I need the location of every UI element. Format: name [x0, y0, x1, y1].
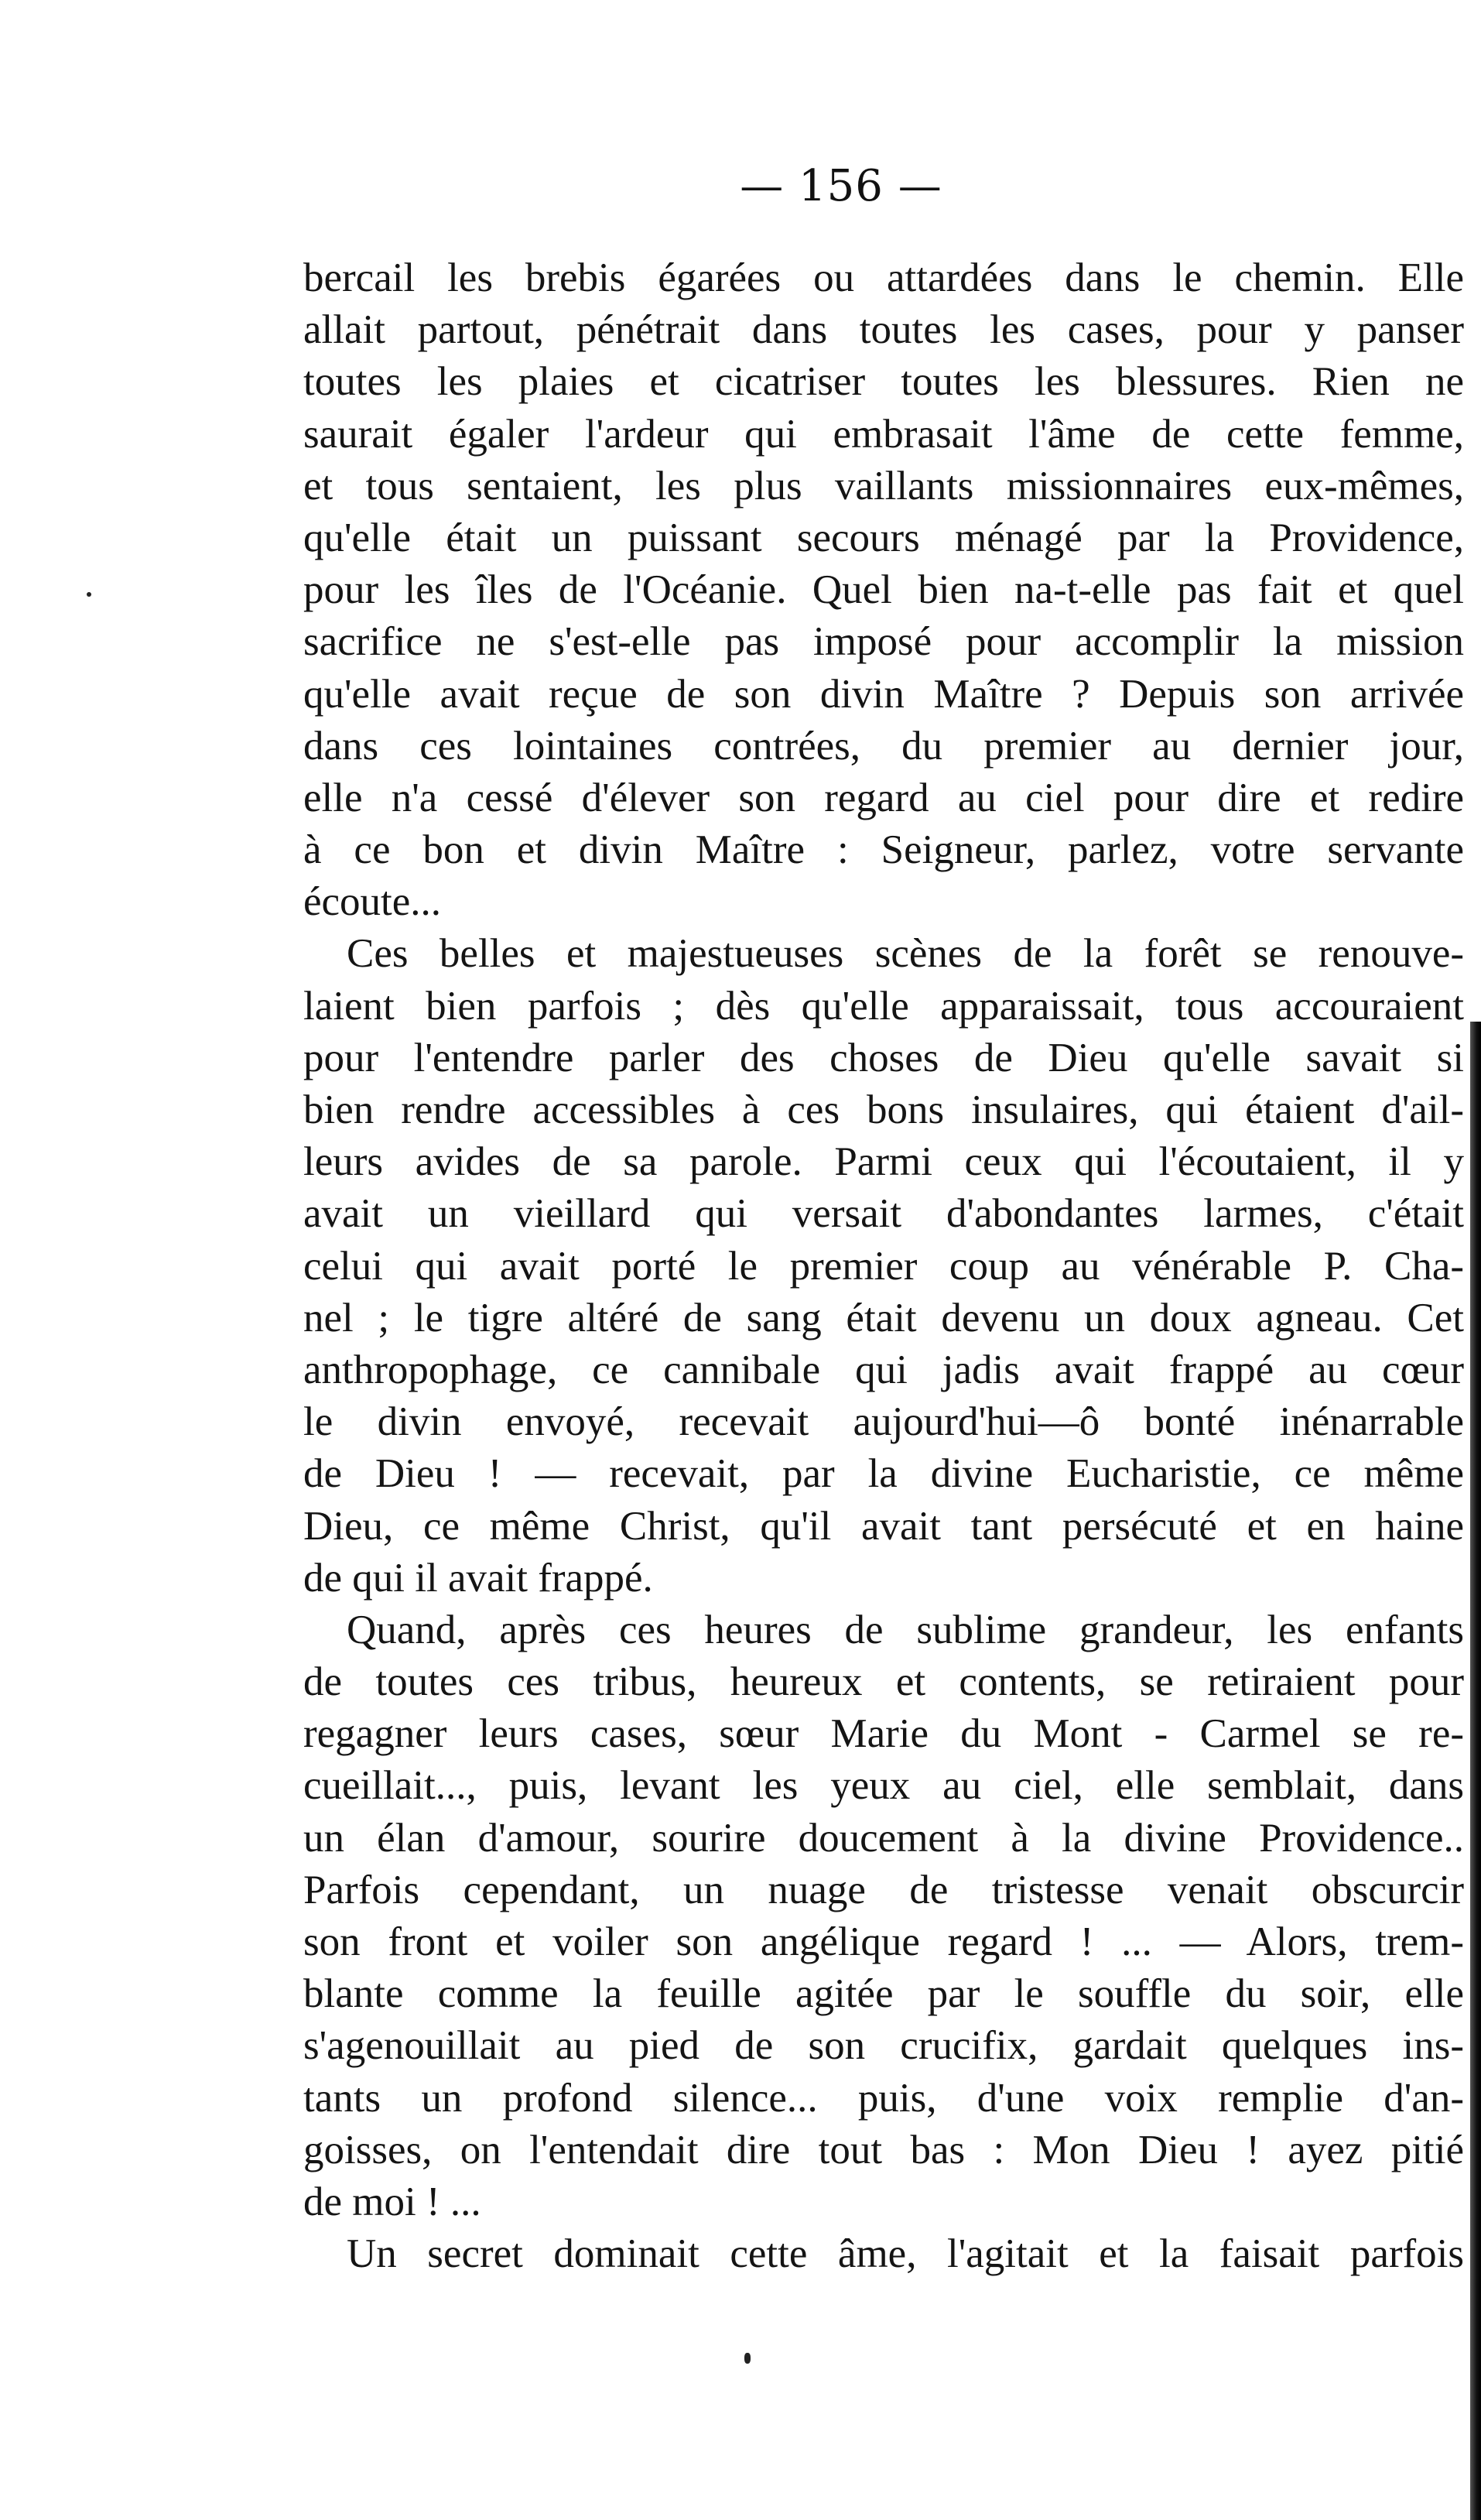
text-line: s'agenouillait au pied de son crucifix, gardait quelques ins-	[303, 2023, 1464, 2069]
text-line: qu'elle était un puissant secours ménagé par la Providence,	[303, 515, 1464, 560]
text-line: Quand, après ces heures de sublime grandeur, les enfants	[347, 1607, 1464, 1652]
text-line: de Dieu ! — recevait, par la divine Eucharistie, ce même	[303, 1451, 1464, 1497]
text-line: bien rendre accessibles à ces bons insulaires, qui étaient d'ail-	[303, 1087, 1464, 1132]
text-line: laient bien parfois ; dès qu'elle apparaissait, tous accouraient	[303, 983, 1464, 1029]
text-line: anthropophage, ce cannibale qui jadis avait frappé au cœur	[303, 1347, 1464, 1392]
text-line: de qui il avait frappé.	[303, 1555, 653, 1601]
text-line: le divin envoyé, recevait aujourd'hui—ô bonté inénarrable	[303, 1399, 1464, 1445]
text-line: tants un profond silence... puis, d'une voix remplie d'an-	[303, 2075, 1464, 2121]
text-line: un élan d'amour, sourire doucement à la divine Providence..	[303, 1815, 1464, 1861]
text-line: et tous sentaient, les plus vaillants missionnaires eux-mêmes,	[303, 463, 1464, 508]
ink-speck	[87, 592, 91, 597]
text-line: sacrifice ne s'est-elle pas imposé pour accomplir la mission	[303, 619, 1464, 665]
body-text	[303, 252, 1464, 2280]
text-line: Un secret dominait cette âme, l'agitait et la faisait parfois	[347, 2231, 1464, 2277]
text-line: cueillait..., puis, levant les yeux au ciel, elle semblait, dans	[303, 1763, 1464, 1809]
text-line: à ce bon et divin Maître : Seigneur, parlez, votre servante	[303, 827, 1464, 873]
text-line: blante comme la feuille agitée par le souffle du soir, elle	[303, 1971, 1464, 2017]
text-line: toutes les plaies et cicatriser toutes les blessures. Rien ne	[303, 359, 1464, 405]
text-line: Dieu, ce même Christ, qu'il avait tant persécuté et en haine	[303, 1503, 1464, 1549]
text-line: elle n'a cessé d'élever son regard au ciel pour dire et redire	[303, 775, 1464, 820]
text-line: Ces belles et majestueuses scènes de la forêt se renouve-	[347, 931, 1464, 977]
text-line: bercail les brebis égarées ou attardées dans le chemin. Elle	[303, 255, 1464, 300]
text-line: celui qui avait porté le premier coup au vénérable P. Cha-	[303, 1243, 1464, 1289]
ink-speck	[744, 2353, 751, 2364]
text-line: qu'elle avait reçue de son divin Maître ? Depuis son arrivée	[303, 671, 1464, 717]
text-line: nel ; le tigre altéré de sang était devenu un doux agneau. Cet	[303, 1295, 1464, 1340]
text-line: dans ces lointaines contrées, du premier au dernier jour,	[303, 723, 1464, 769]
text-line: saurait égaler l'ardeur qui embrasait l'âme de cette femme,	[303, 411, 1464, 457]
text-line: écoute...	[303, 879, 442, 925]
text-line: pour l'entendre parler des choses de Dieu qu'elle savait si	[303, 1035, 1464, 1080]
text-line: regagner leurs cases, sœur Marie du Mont - Carmel se re-	[303, 1711, 1464, 1757]
text-line: allait partout, pénétrait dans toutes les cases, pour y panser	[303, 307, 1464, 353]
text-line: Parfois cependant, un nuage de tristesse venait obscurcir	[303, 1867, 1464, 1912]
text-line: pour les îles de l'Océanie. Quel bien na-t-elle pas fait et quel	[303, 567, 1464, 613]
page-number: — 156 —	[740, 161, 942, 211]
text-line: de toutes ces tribus, heureux et contents, se retiraient pour	[303, 1659, 1464, 1705]
text-line: avait un vieillard qui versait d'abondantes larmes, c'était	[303, 1191, 1464, 1237]
page-binding-edge	[1470, 1022, 1481, 2520]
text-line: son front et voiler son angélique regard ! ... — Alors, trem-	[303, 1919, 1464, 1964]
text-line: goisses, on l'entendait dire tout bas : Mon Dieu ! ayez pitié	[303, 2127, 1464, 2172]
text-line: de moi ! ...	[303, 2179, 481, 2224]
text-line: leurs avides de sa parole. Parmi ceux qui l'écoutaient, il y	[303, 1139, 1464, 1185]
